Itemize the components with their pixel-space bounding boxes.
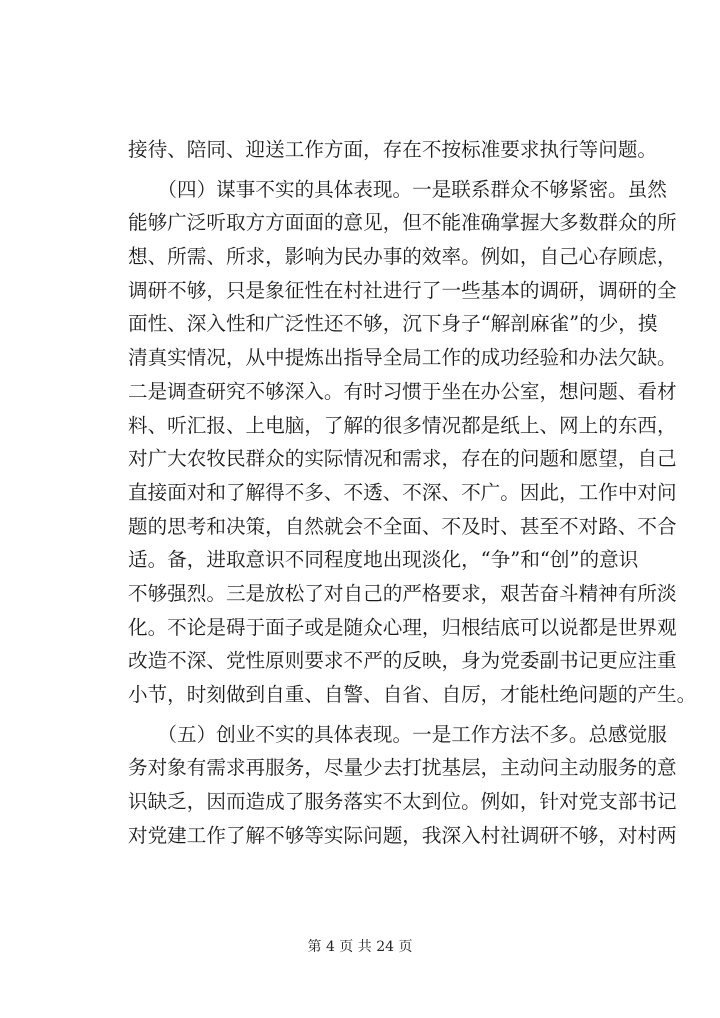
text-line: （五）创业不实的具体表现。一是工作方法不多。总感觉服 <box>128 722 667 746</box>
text-line: 料、听汇报、上电脑，了解的很多情况都是纸上、网上的东西， <box>128 413 677 437</box>
text-line: 清真实情况，从中提炼出指导全局工作的成功经验和办法欠缺。 <box>128 346 677 370</box>
text-line: 二是调查研究不够深入。有时习惯于坐在办公室，想问题、看材 <box>128 379 677 403</box>
text-line: 小节，时刻做到自重、自警、自省、自厉，才能杜绝问题的产生。 <box>128 683 697 706</box>
document-body <box>128 133 697 852</box>
text-line: 接待、陪同、迎送工作方面，存在不按标准要求执行等问题。 <box>128 138 658 161</box>
text-line: 不够强烈。三是放松了对自己的严格要求，艰苦奋斗精神有所淡 <box>128 581 677 605</box>
text-line: （四）谋事不实的具体表现。一是联系群众不够紧密。虽然 <box>128 177 667 201</box>
page-number-footer: 第 4 页 共 24 页 <box>307 939 413 955</box>
paragraph-2 <box>128 173 697 712</box>
text-line: 化。不论是碍于面子或是随众心理，归根结底可以说都是世界观 <box>128 615 677 639</box>
text-line: 想、所需、所求，影响为民办事的效率。例如，自己心存顾虑， <box>128 245 677 269</box>
text-line: 面性、深入性和广泛性还不够，沉下身子“解剖麻雀”的少，摸 <box>128 312 658 336</box>
text-line: 识缺乏，因而造成了服务落实不太到位。例如，针对党支部书记 <box>128 790 677 814</box>
text-line: 题的思考和决策，自然就会不全面、不及时、甚至不对路、不合 <box>128 514 677 538</box>
paragraph-3 <box>128 718 677 853</box>
text-line: 对党建工作了解不够等实际问题，我深入村社调研不够，对村两 <box>128 823 677 847</box>
text-line: 务对象有需求再服务，尽量少去打扰基层，主动问主动服务的意 <box>128 756 677 780</box>
text-line: 改造不深、党性原则要求不严的反映，身为党委副书记更应注重 <box>128 649 677 673</box>
paragraph-1 <box>128 133 658 167</box>
text-line: 对广大农牧民群众的实际情况和需求，存在的问题和愿望，自己 <box>128 447 677 471</box>
text-line: 直接面对和了解得不多、不透、不深、不广。因此，工作中对问 <box>128 480 677 504</box>
text-line: 能够广泛听取方方面面的意见，但不能准确掌握大多数群众的所 <box>128 211 677 235</box>
text-line: 调研不够，只是象征性在村社进行了一些基本的调研，调研的全 <box>128 278 677 302</box>
text-line: 适。备，进取意识不同程度地出现淡化，“争”和“创”的意识 <box>128 548 639 572</box>
